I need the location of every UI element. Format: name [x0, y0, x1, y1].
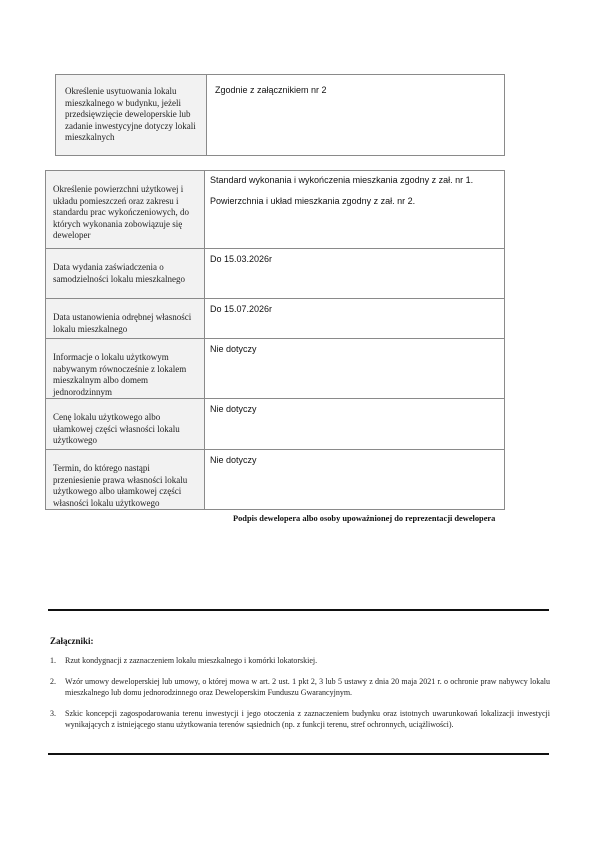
row-label: Określenie powierzchni użytkowej i układu pomieszczeń oraz zakresu i standardu prac wykończeniowych, do których wykonania zobowiązuje się deweloper	[53, 184, 189, 240]
table-row	[46, 299, 505, 339]
row-value: Nie dotyczy	[210, 455, 257, 465]
divider	[48, 609, 549, 611]
table-row	[46, 171, 505, 249]
list-item	[50, 676, 550, 699]
row-value-cell	[205, 450, 505, 510]
row-value-cell	[205, 171, 505, 249]
table-row	[46, 399, 505, 450]
row-label-cell	[46, 249, 205, 299]
table-row	[46, 339, 505, 399]
attachments-list	[50, 655, 550, 740]
location-table	[55, 74, 505, 156]
divider	[48, 753, 549, 755]
list-item-number: 3.	[50, 708, 56, 718]
row-value: Do 15.07.2026r	[210, 304, 273, 314]
row-label: Data wydania zaświadczenia o samodzielności lokalu mieszkalnego	[53, 262, 185, 284]
row-value-secondary: Powierzchnia i układ mieszkania zgodny z zał. nr 2.	[210, 196, 416, 206]
table-row	[46, 249, 505, 299]
row-label: Informacje o lokalu użytkowym nabywanym równocześnie z lokalem mieszkalnym albo domem jednorodzinnym	[53, 352, 187, 397]
list-item	[50, 655, 550, 667]
row-label: Określenie usytuowania lokalu mieszkalnego w budynku, jeżeli przedsięwzięcie deweloperskie lub zadanie inwestycyjne dotyczy lokali mieszkalnych	[65, 86, 196, 142]
table-row	[46, 450, 505, 510]
row-value-cell	[205, 299, 505, 339]
table-row	[56, 75, 505, 156]
row-value: Standard wykonania i wykończenia mieszkania zgodny z zał. nr 1.	[210, 175, 474, 185]
details-table	[45, 170, 505, 510]
row-label: Termin, do którego nastąpi przeniesienie prawa własności lokalu użytkowego albo ułamkowej części własności lokalu użytkowego	[53, 463, 188, 508]
row-label-cell	[46, 299, 205, 339]
row-label-cell	[46, 339, 205, 399]
list-item	[50, 708, 550, 731]
row-value-cell	[205, 339, 505, 399]
row-value-cell	[205, 249, 505, 299]
attachments-title: Załączniki:	[50, 636, 94, 646]
row-value: Do 15.03.2026r	[210, 254, 273, 264]
row-value-cell	[205, 399, 505, 450]
list-item-text: Wzór umowy deweloperskiej lub umowy, o której mowa w art. 2 ust. 1 pkt 2, 3 lub 5 ustawy z dnia 20 maja 2021 r. o ochronie praw nabywcy lokalu mieszkalnego lub domu jednorodzinnego oraz Deweloperskim Funduszu Gwarancyjnym.	[65, 676, 550, 697]
row-label: Data ustanowienia odrębnej własności lokalu mieszkalnego	[53, 312, 192, 334]
row-label-cell	[46, 399, 205, 450]
list-item-number: 1.	[50, 656, 56, 665]
row-value: Nie dotyczy	[210, 344, 257, 354]
list-item-text: Rzut kondygnacji z zaznaczeniem lokalu mieszkalnego i komórki lokatorskiej.	[65, 656, 318, 665]
signature-caption: Podpis dewelopera albo osoby upoważnionej do reprezentacji dewelopera	[233, 514, 496, 523]
list-item-text: Szkic koncepcji zagospodarowania terenu inwestycji i jego otoczenia z zaznaczeniem budynku oraz istotnych uwarunkowań lokalizacji inwestycji wynikających z istniejącego stanu użytkowania terenów sąsiednich (np. z funkcji terenu, stref ochronnych, uciążliwości).	[65, 708, 550, 729]
row-label: Cenę lokalu użytkowego albo ułamkowej części własności lokalu użytkowego	[53, 412, 180, 445]
row-value: Zgodnie z załącznikiem nr 2	[215, 85, 327, 95]
row-label-cell	[46, 450, 205, 510]
row-label-cell	[46, 171, 205, 249]
list-item-number: 2.	[50, 676, 56, 686]
row-value-cell	[207, 75, 505, 156]
row-label-cell	[56, 75, 207, 156]
row-value: Nie dotyczy	[210, 404, 257, 414]
